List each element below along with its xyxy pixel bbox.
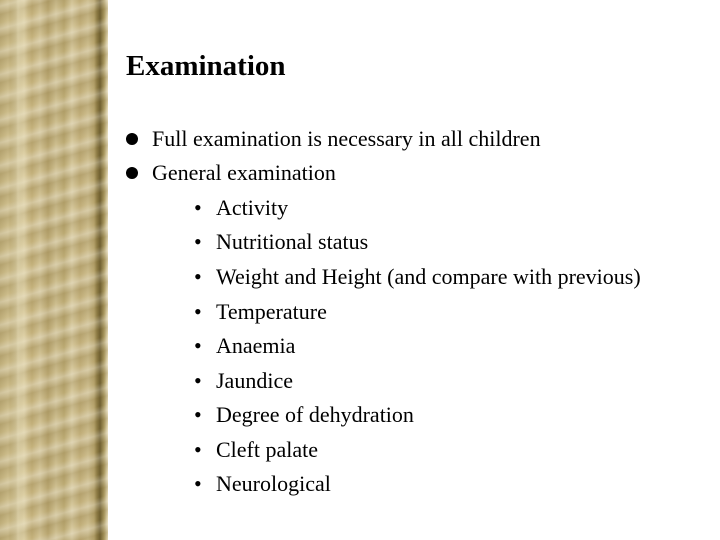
small-bullet-icon: • — [194, 299, 202, 324]
sub-bullet-item — [194, 227, 368, 257]
small-bullet-icon: • — [194, 195, 202, 220]
sub-bullet-text: Cleft palate — [216, 437, 319, 462]
small-bullet-icon: • — [194, 437, 202, 462]
sub-bullet-text: Degree of dehydration — [216, 402, 414, 427]
sub-bullet-text: Jaundice — [216, 368, 293, 393]
small-bullet-icon: • — [194, 471, 202, 496]
sub-bullet-item — [194, 193, 288, 223]
sub-bullet-item — [194, 469, 331, 499]
round-bullet-icon — [126, 133, 138, 145]
sub-bullet-item — [194, 366, 293, 396]
sub-bullet-text: Nutritional status — [216, 229, 369, 254]
bullet-item — [126, 158, 336, 188]
small-bullet-icon: • — [194, 402, 202, 427]
small-bullet-icon: • — [194, 333, 202, 358]
small-bullet-icon: • — [194, 368, 202, 393]
slide-title: Examination — [126, 50, 286, 82]
sub-bullet-text: Neurological — [216, 471, 331, 496]
bullet-item — [126, 124, 541, 154]
bullet-text: General examination — [152, 160, 336, 185]
sub-bullet-item — [194, 331, 295, 361]
bullet-text: Full examination is necessary in all children — [152, 126, 541, 151]
round-bullet-icon — [126, 167, 138, 179]
sub-bullet-item — [194, 297, 327, 327]
sub-bullet-text: Temperature — [216, 299, 327, 324]
decorative-column-band — [0, 0, 108, 540]
sub-bullet-item — [194, 400, 414, 430]
small-bullet-icon: • — [194, 264, 202, 289]
sub-bullet-item — [194, 435, 318, 465]
sub-bullet-item — [194, 262, 641, 292]
sub-bullet-text: Activity — [216, 195, 289, 220]
sub-bullet-text: Anaemia — [216, 333, 296, 358]
small-bullet-icon: • — [194, 229, 202, 254]
sub-bullet-text: Weight and Height (and compare with previous) — [216, 264, 641, 289]
